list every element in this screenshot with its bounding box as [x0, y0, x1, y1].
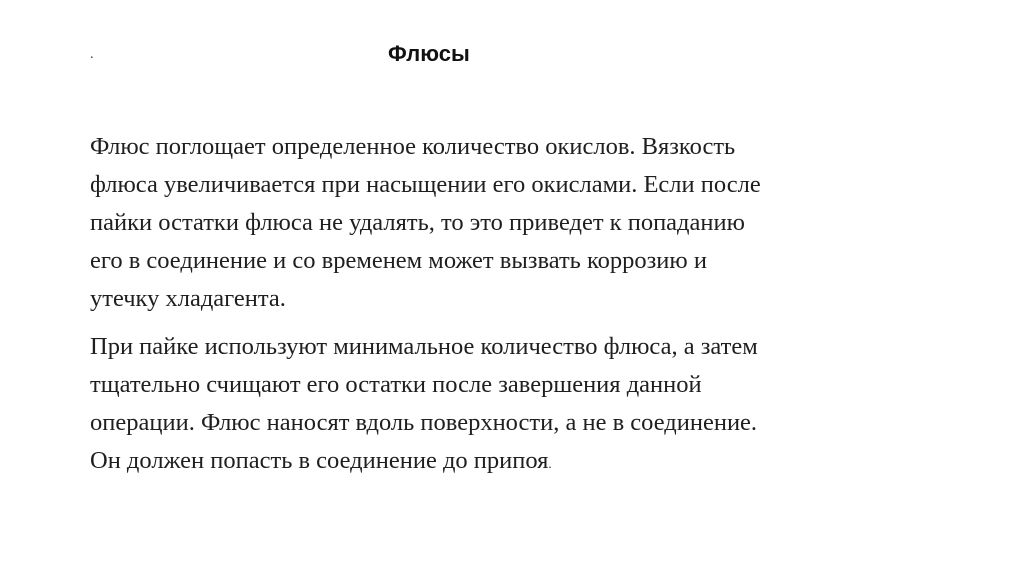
text-line: тщательно счищают его остатки после завершения данной — [90, 371, 702, 398]
text-line: Флюс поглощает определенное количество окислов. Вязкость — [90, 133, 736, 160]
paragraph-flux-usage — [90, 328, 930, 483]
text-line: его в соединение и со временем может вызвать коррозию и — [90, 247, 707, 274]
slide-body — [90, 128, 930, 483]
text-line-last — [90, 442, 930, 483]
slide-marker: . — [90, 47, 94, 62]
trailing-period: . — [548, 456, 552, 471]
text-line-content: Он должен попасть в соединение до припоя — [90, 447, 549, 474]
paragraph-flux-oxides — [90, 128, 930, 318]
slide-title: Флюсы — [388, 41, 470, 66]
text-line: При пайке используют минимальное количество флюса, а затем — [90, 333, 758, 360]
text-line: флюса увеличивается при насыщении его окислами. Если после — [90, 171, 761, 198]
text-line: операции. Флюс наносят вдоль поверхности, а не в соединение. — [90, 409, 758, 436]
text-line: пайки остатки флюса не удалять, то это приведет к попаданию — [90, 209, 745, 236]
text-line: утечку хладагента. — [90, 285, 286, 312]
